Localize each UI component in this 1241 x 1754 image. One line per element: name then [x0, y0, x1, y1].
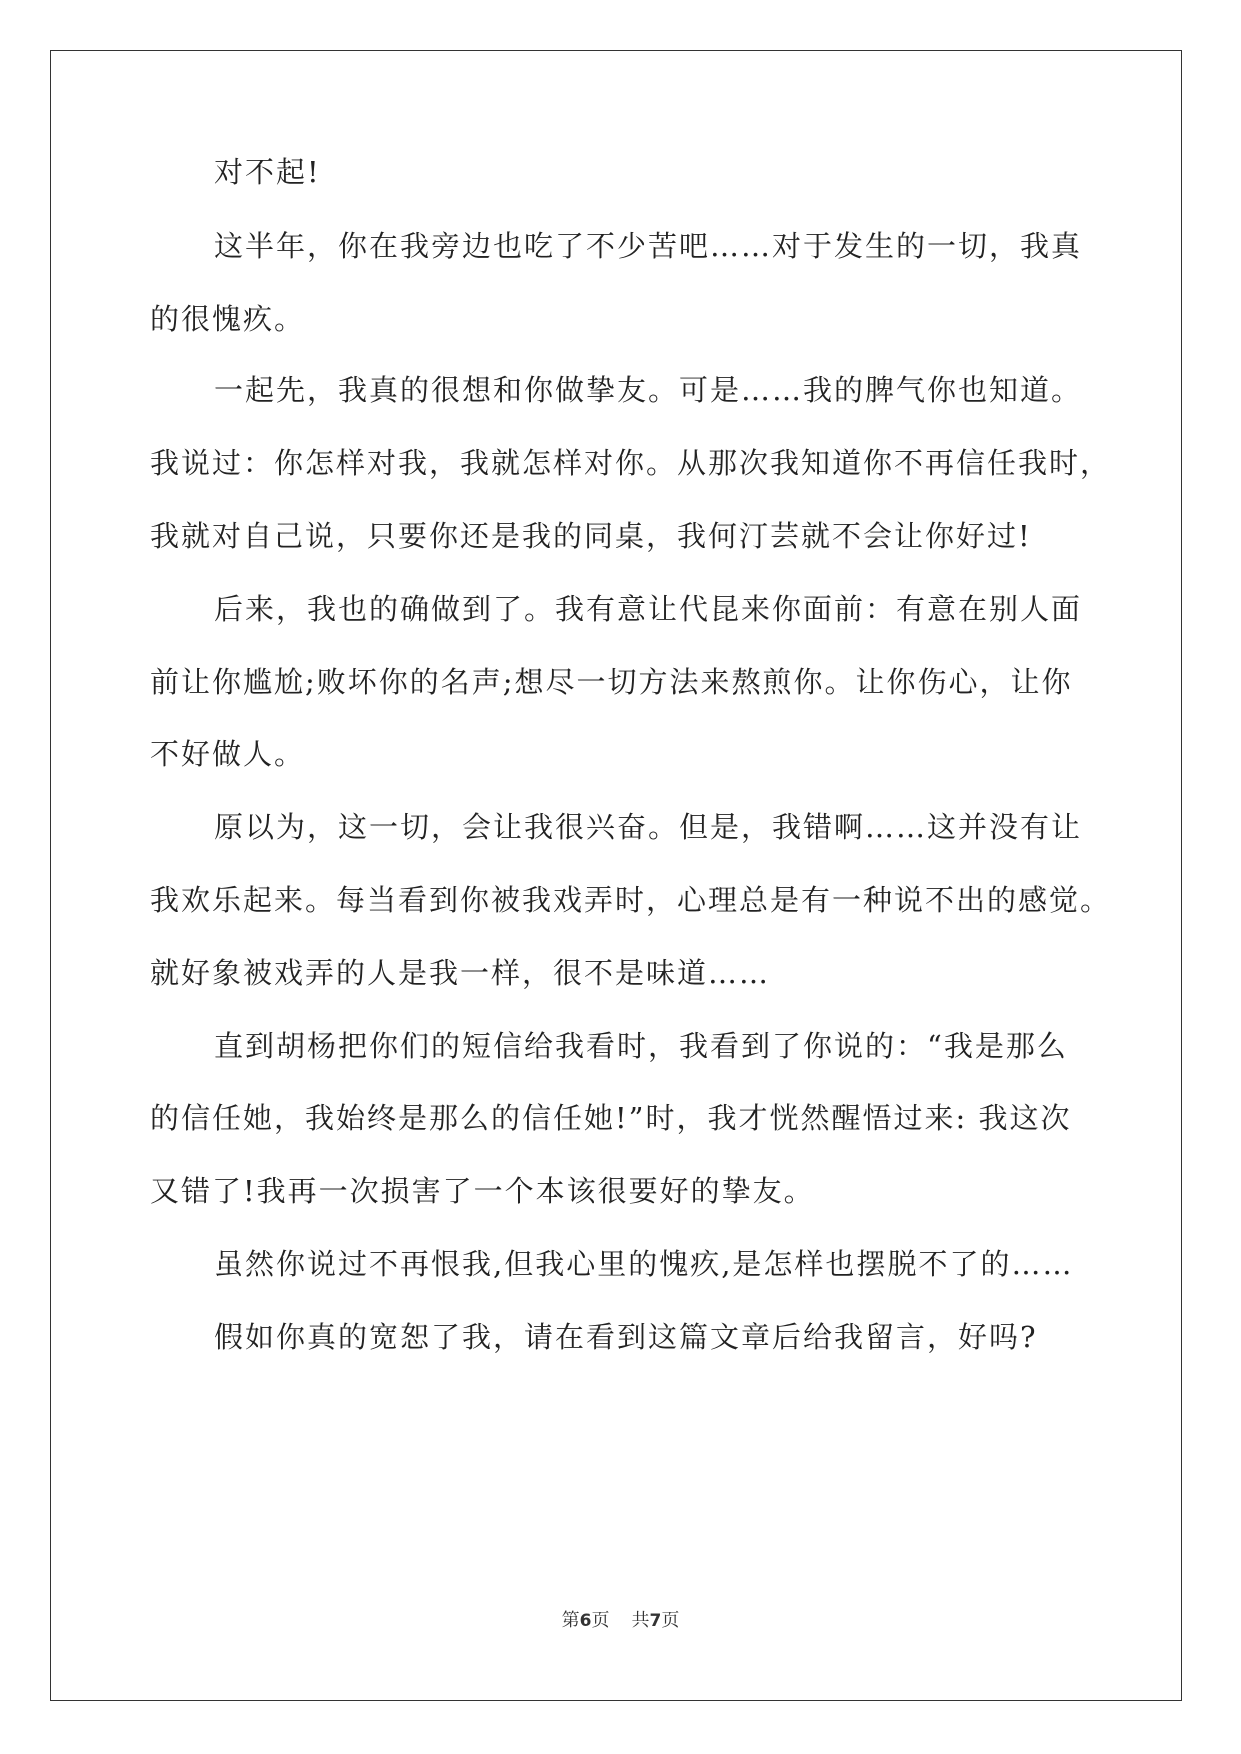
- paragraph-line: 我欢乐起来。每当看到你被我戏弄时，心理总是有一种说不出的感觉。: [150, 883, 1112, 917]
- page-footer: [0, 1609, 1241, 1633]
- paragraph-line: 后来，我也的确做到了。我有意让代昆来你面前：有意在别人面: [214, 592, 1083, 626]
- page-border: [50, 50, 1182, 1701]
- paragraph-line: 虽然你说过不再恨我,但我心里的愧疚,是怎样也摆脱不了的……: [214, 1247, 1074, 1281]
- paragraph-line: 前让你尴尬;败坏你的名声;想尽一切方法来熬煎你。让你伤心，让你: [150, 665, 1073, 699]
- page-suffix: 页: [591, 1610, 610, 1631]
- total-suffix: 页: [661, 1610, 680, 1631]
- paragraph-line: 的信任她，我始终是那么的信任她!”时，我才恍然醒悟过来: 我这次: [150, 1101, 1072, 1135]
- page-total: 7: [649, 1611, 662, 1631]
- page-prefix: 第: [561, 1610, 580, 1631]
- page-current: 6: [579, 1611, 592, 1631]
- paragraph-line: 一起先，我真的很想和你做挚友。可是……我的脾气你也知道。: [214, 373, 1083, 407]
- paragraph-line: 就好象被戏弄的人是我一样，很不是味道……: [150, 956, 771, 990]
- paragraph-line: 对不起!: [214, 155, 321, 189]
- paragraph-line: 假如你真的宽恕了我，请在看到这篇文章后给我留言，好吗?: [214, 1320, 1038, 1354]
- paragraph-line: 直到胡杨把你们的短信给我看时，我看到了你说的：“我是那么: [214, 1029, 1068, 1063]
- paragraph-line: 又错了!我再一次损害了一个本该很要好的挚友。: [150, 1174, 815, 1208]
- paragraph-line: 不好做人。: [150, 737, 306, 771]
- paragraph-line: 的很愧疚。: [150, 302, 306, 336]
- paragraph-line: 原以为，这一切，会让我很兴奋。但是，我错啊……这并没有让: [214, 810, 1083, 844]
- paragraph-line: 我就对自己说，只要你还是我的同桌，我何汀芸就不会让你好过!: [150, 519, 1032, 553]
- paragraph-line: 这半年，你在我旁边也吃了不少苦吧……对于发生的一切，我真: [214, 229, 1083, 263]
- total-prefix: 共: [631, 1610, 650, 1631]
- paragraph-line: 我说过：你怎样对我，我就怎样对你。从那次我知道你不再信任我时，: [150, 446, 1112, 480]
